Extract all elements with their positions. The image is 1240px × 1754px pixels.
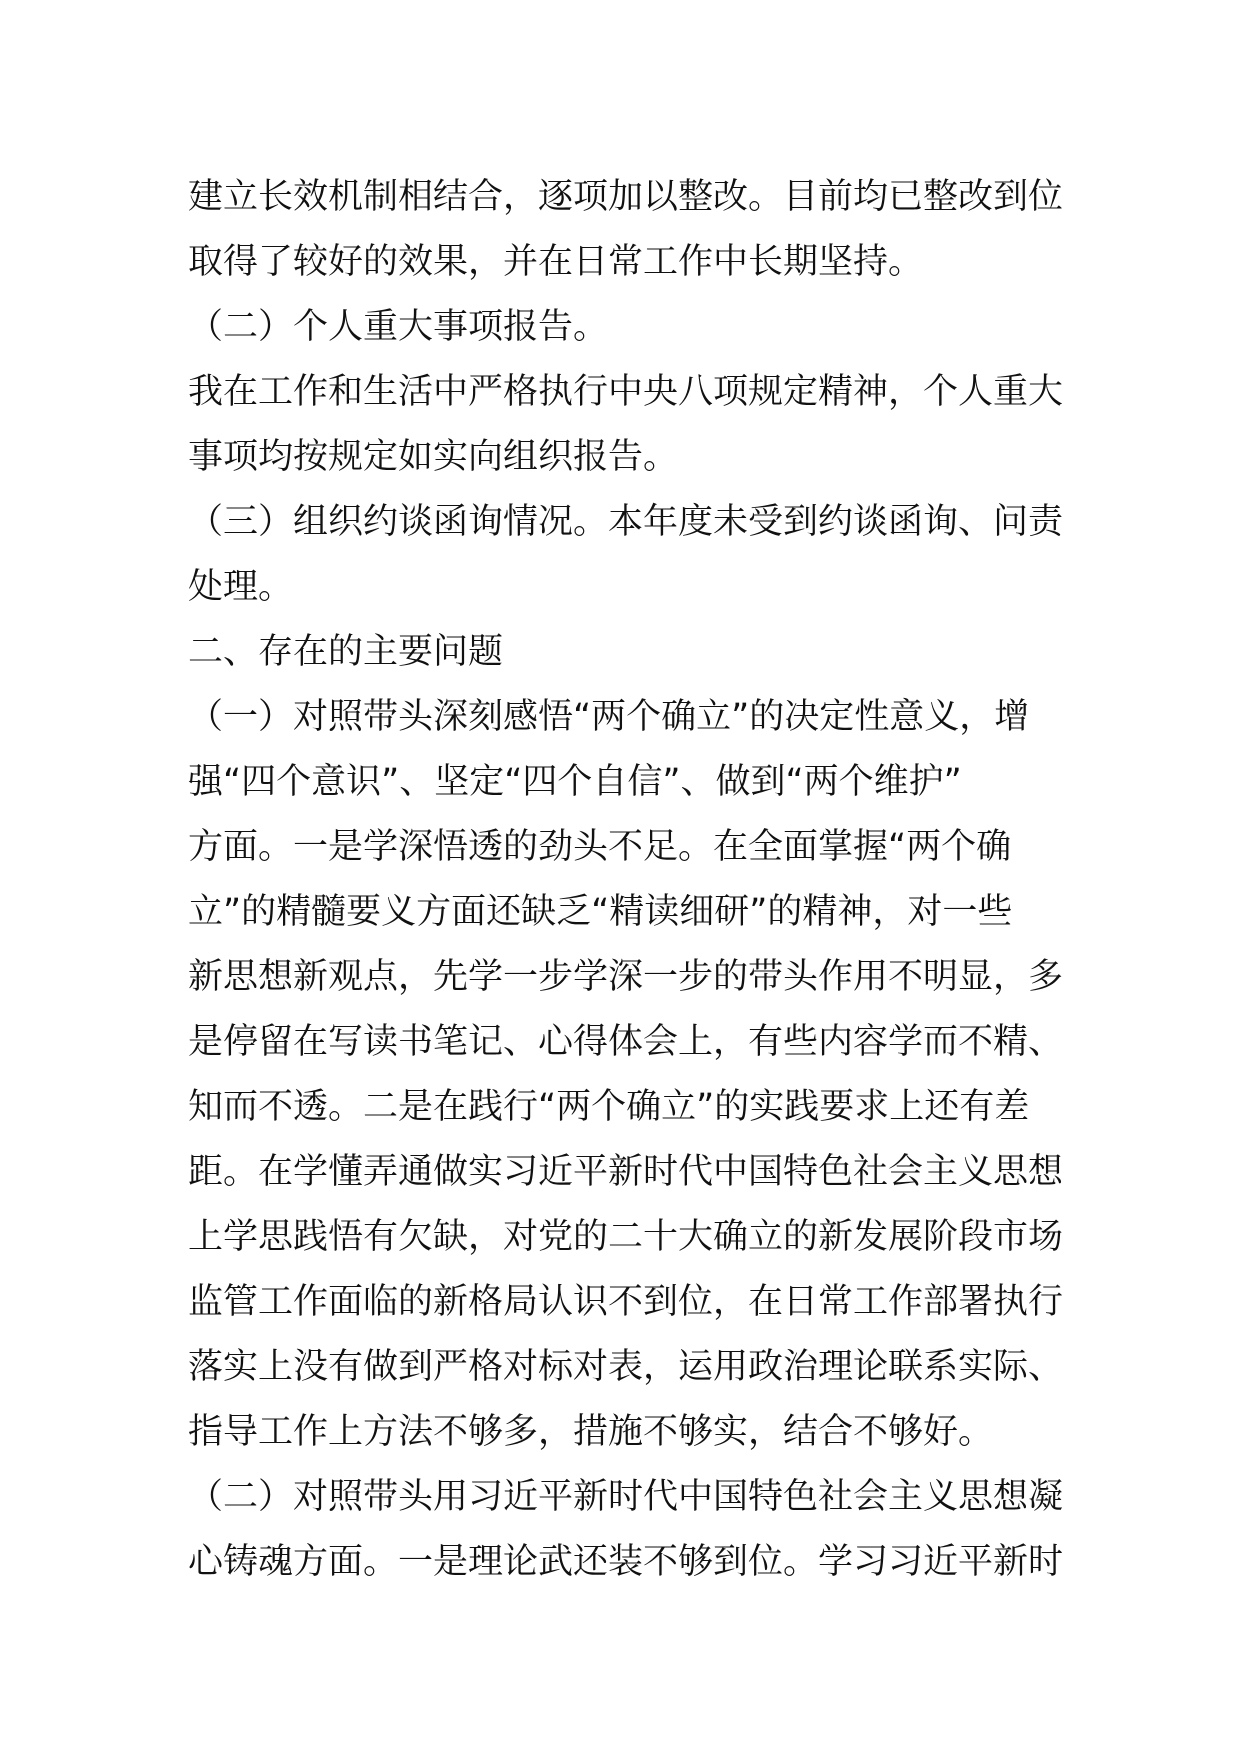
text-line: 距。在学懂弄通做实习近平新时代中国特色社会主义思想 [188,1152,1064,1192]
text-line: 立”的精髓要义方面还缺乏“精读细研”的精神，对一些 [188,892,1013,932]
text-line: 处理。 [188,567,294,607]
section-heading: （一）对照带头深刻感悟“两个确立”的决定性意义，增 [188,697,1030,737]
text-line: 我在工作和生活中严格执行中央八项规定精神，个人重大 [188,372,1064,412]
chapter-heading: 二、存在的主要问题 [188,632,504,672]
text-line: 落实上没有做到严格对标对表，运用政治理论联系实际、 [188,1347,1064,1387]
text-line: 取得了较好的效果，并在日常工作中长期坚持。 [188,242,924,282]
text-line: 指导工作上方法不够多，措施不够实，结合不够好。 [188,1412,994,1452]
text-line: 方面。一是学深悟透的劲头不足。在全面掌握“两个确 [188,827,1012,867]
section-heading: （三）组织约谈函询情况。本年度未受到约谈函询、问责 [188,502,1064,542]
section-heading: （二）对照带头用习近平新时代中国特色社会主义思想凝 [188,1477,1064,1517]
text-line: 建立长效机制相结合，逐项加以整改。目前均已整改到位 [188,177,1064,217]
text-line: 知而不透。二是在践行“两个确立”的实践要求上还有差 [188,1087,1030,1127]
text-line: 新思想新观点，先学一步学深一步的带头作用不明显，多 [188,957,1064,997]
document-body [188,165,1068,1595]
text-line: 事项均按规定如实向组织报告。 [188,437,679,477]
text-line: 心铸魂方面。一是理论武还装不够到位。学习习近平新时 [188,1542,1064,1582]
text-line: 监管工作面临的新格局认识不到位，在日常工作部署执行 [188,1282,1064,1322]
text-line: 强“四个意识”、坚定“四个自信”、做到“两个维护” [188,762,962,802]
text-line: 是停留在写读书笔记、心得体会上，有些内容学而不精、 [188,1022,1064,1062]
section-heading: （二）个人重大事项报告。 [188,307,609,347]
text-line: 上学思践悟有欠缺，对党的二十大确立的新发展阶段市场 [188,1217,1064,1257]
